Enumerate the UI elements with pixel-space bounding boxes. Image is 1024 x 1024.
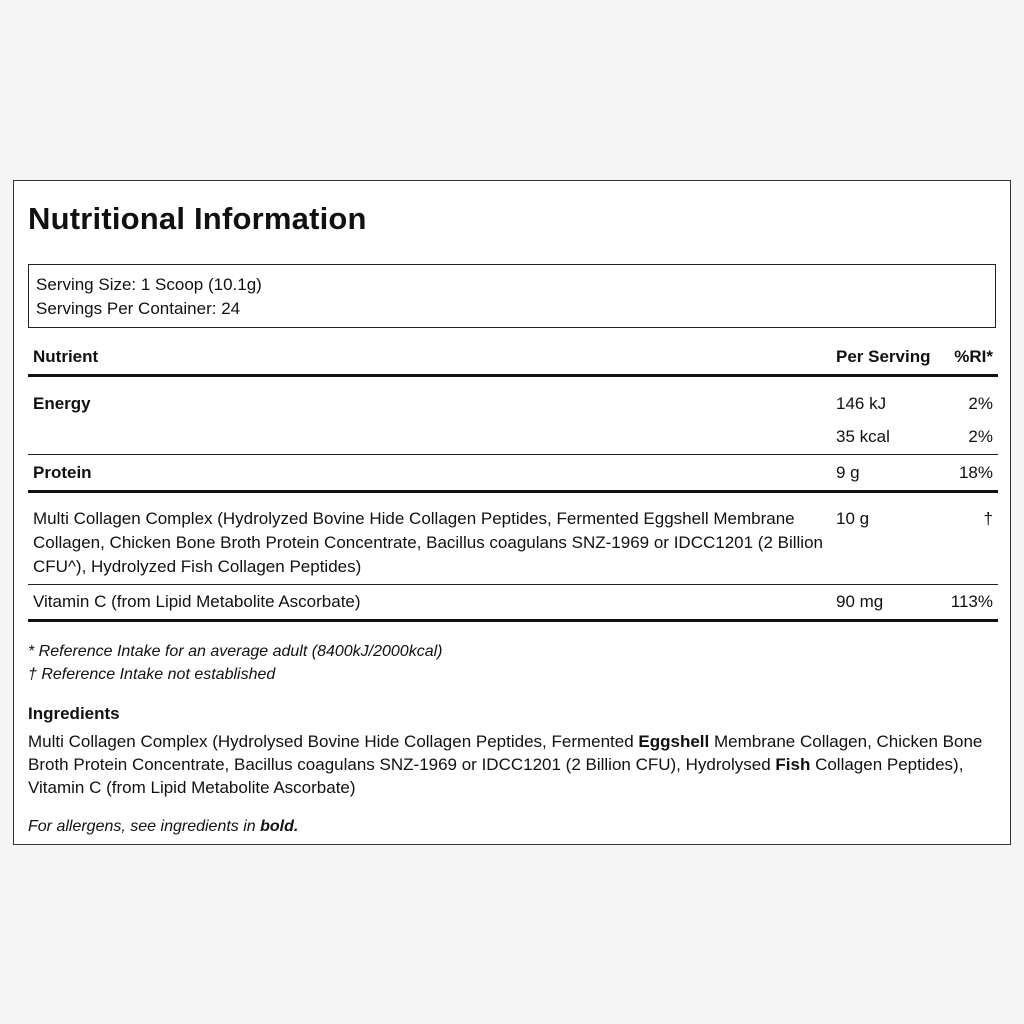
footnote-ri: * Reference Intake for an average adult (8400kJ/2000kcal) [28, 643, 443, 660]
protein-value: 9 g [831, 455, 943, 492]
ingredients-part-1: Multi Collagen Complex (Hydrolysed Bovine Hide Collagen Peptides, Fermented [28, 732, 639, 751]
table-row-protein [28, 455, 998, 492]
table-row-energy-kj [28, 376, 998, 417]
vitamin-c-value: 90 mg [831, 585, 943, 621]
collagen-value: 10 g [831, 492, 943, 585]
energy-kcal-ri: 2% [943, 417, 998, 455]
vitamin-c-ri: 113% [943, 585, 998, 621]
allergen-note [28, 815, 996, 838]
table-row-vitamin-c [28, 585, 998, 621]
ingredients-part-3: Collagen Peptides), Vitamin C (from Lipid Metabolite Ascorbate) [28, 755, 964, 797]
header-ri: %RI* [954, 347, 993, 366]
footnotes [28, 640, 996, 686]
ingredients-part-2: Membrane Collagen, Chicken Bone Broth Protein Concentrate, Bacillus coagulans SNZ-1969 or IDCC1201 (2 Billion CFU), Hydrolysed [28, 732, 983, 774]
energy-kj: 146 kJ [836, 394, 887, 413]
collagen-ri: † [943, 492, 998, 585]
nutrition-panel [13, 180, 1011, 845]
page-title: Nutritional Information [28, 201, 367, 236]
table-row-energy-kcal [28, 417, 998, 455]
protein-ri: 18% [943, 455, 998, 492]
allergen-note-text: For allergens, see ingredients in [28, 818, 261, 835]
protein-label: Protein [28, 455, 831, 492]
servings-per-container: Servings Per Container: 24 [36, 299, 241, 318]
vitamin-c-label: Vitamin C (from Lipid Metabolite Ascorbate) [28, 585, 831, 621]
ingredients-heading: Ingredients [28, 704, 120, 723]
energy-kcal: 35 kcal [831, 417, 943, 455]
ingredients-text [28, 730, 998, 799]
header-per-serving: Per Serving [836, 347, 931, 366]
table-header-row [28, 345, 998, 376]
energy-blank-cell [28, 417, 831, 455]
nutrition-table [28, 345, 998, 622]
energy-kj-ri: 2% [968, 394, 993, 413]
energy-label: Energy [33, 394, 91, 413]
table-row-collagen [28, 492, 998, 585]
allergen-fish: Fish [775, 755, 811, 774]
header-nutrient: Nutrient [33, 347, 99, 366]
serving-info-box [28, 264, 996, 328]
footnote-dagger: † Reference Intake not established [28, 666, 276, 683]
allergen-eggshell: Eggshell [638, 732, 710, 751]
allergen-note-bold: bold. [260, 818, 299, 835]
serving-size: Serving Size: 1 Scoop (10.1g) [36, 275, 262, 294]
collagen-label: Multi Collagen Complex (Hydrolyzed Bovine Hide Collagen Peptides, Fermented Eggshell Membrane Collagen, Chicken Bone Broth Protein Concentrate, Bacillus coagulans SNZ-1969 or IDCC1201 (2 Billion CFU^), Hydrolyzed Fish Collagen Peptides) [28, 492, 831, 585]
